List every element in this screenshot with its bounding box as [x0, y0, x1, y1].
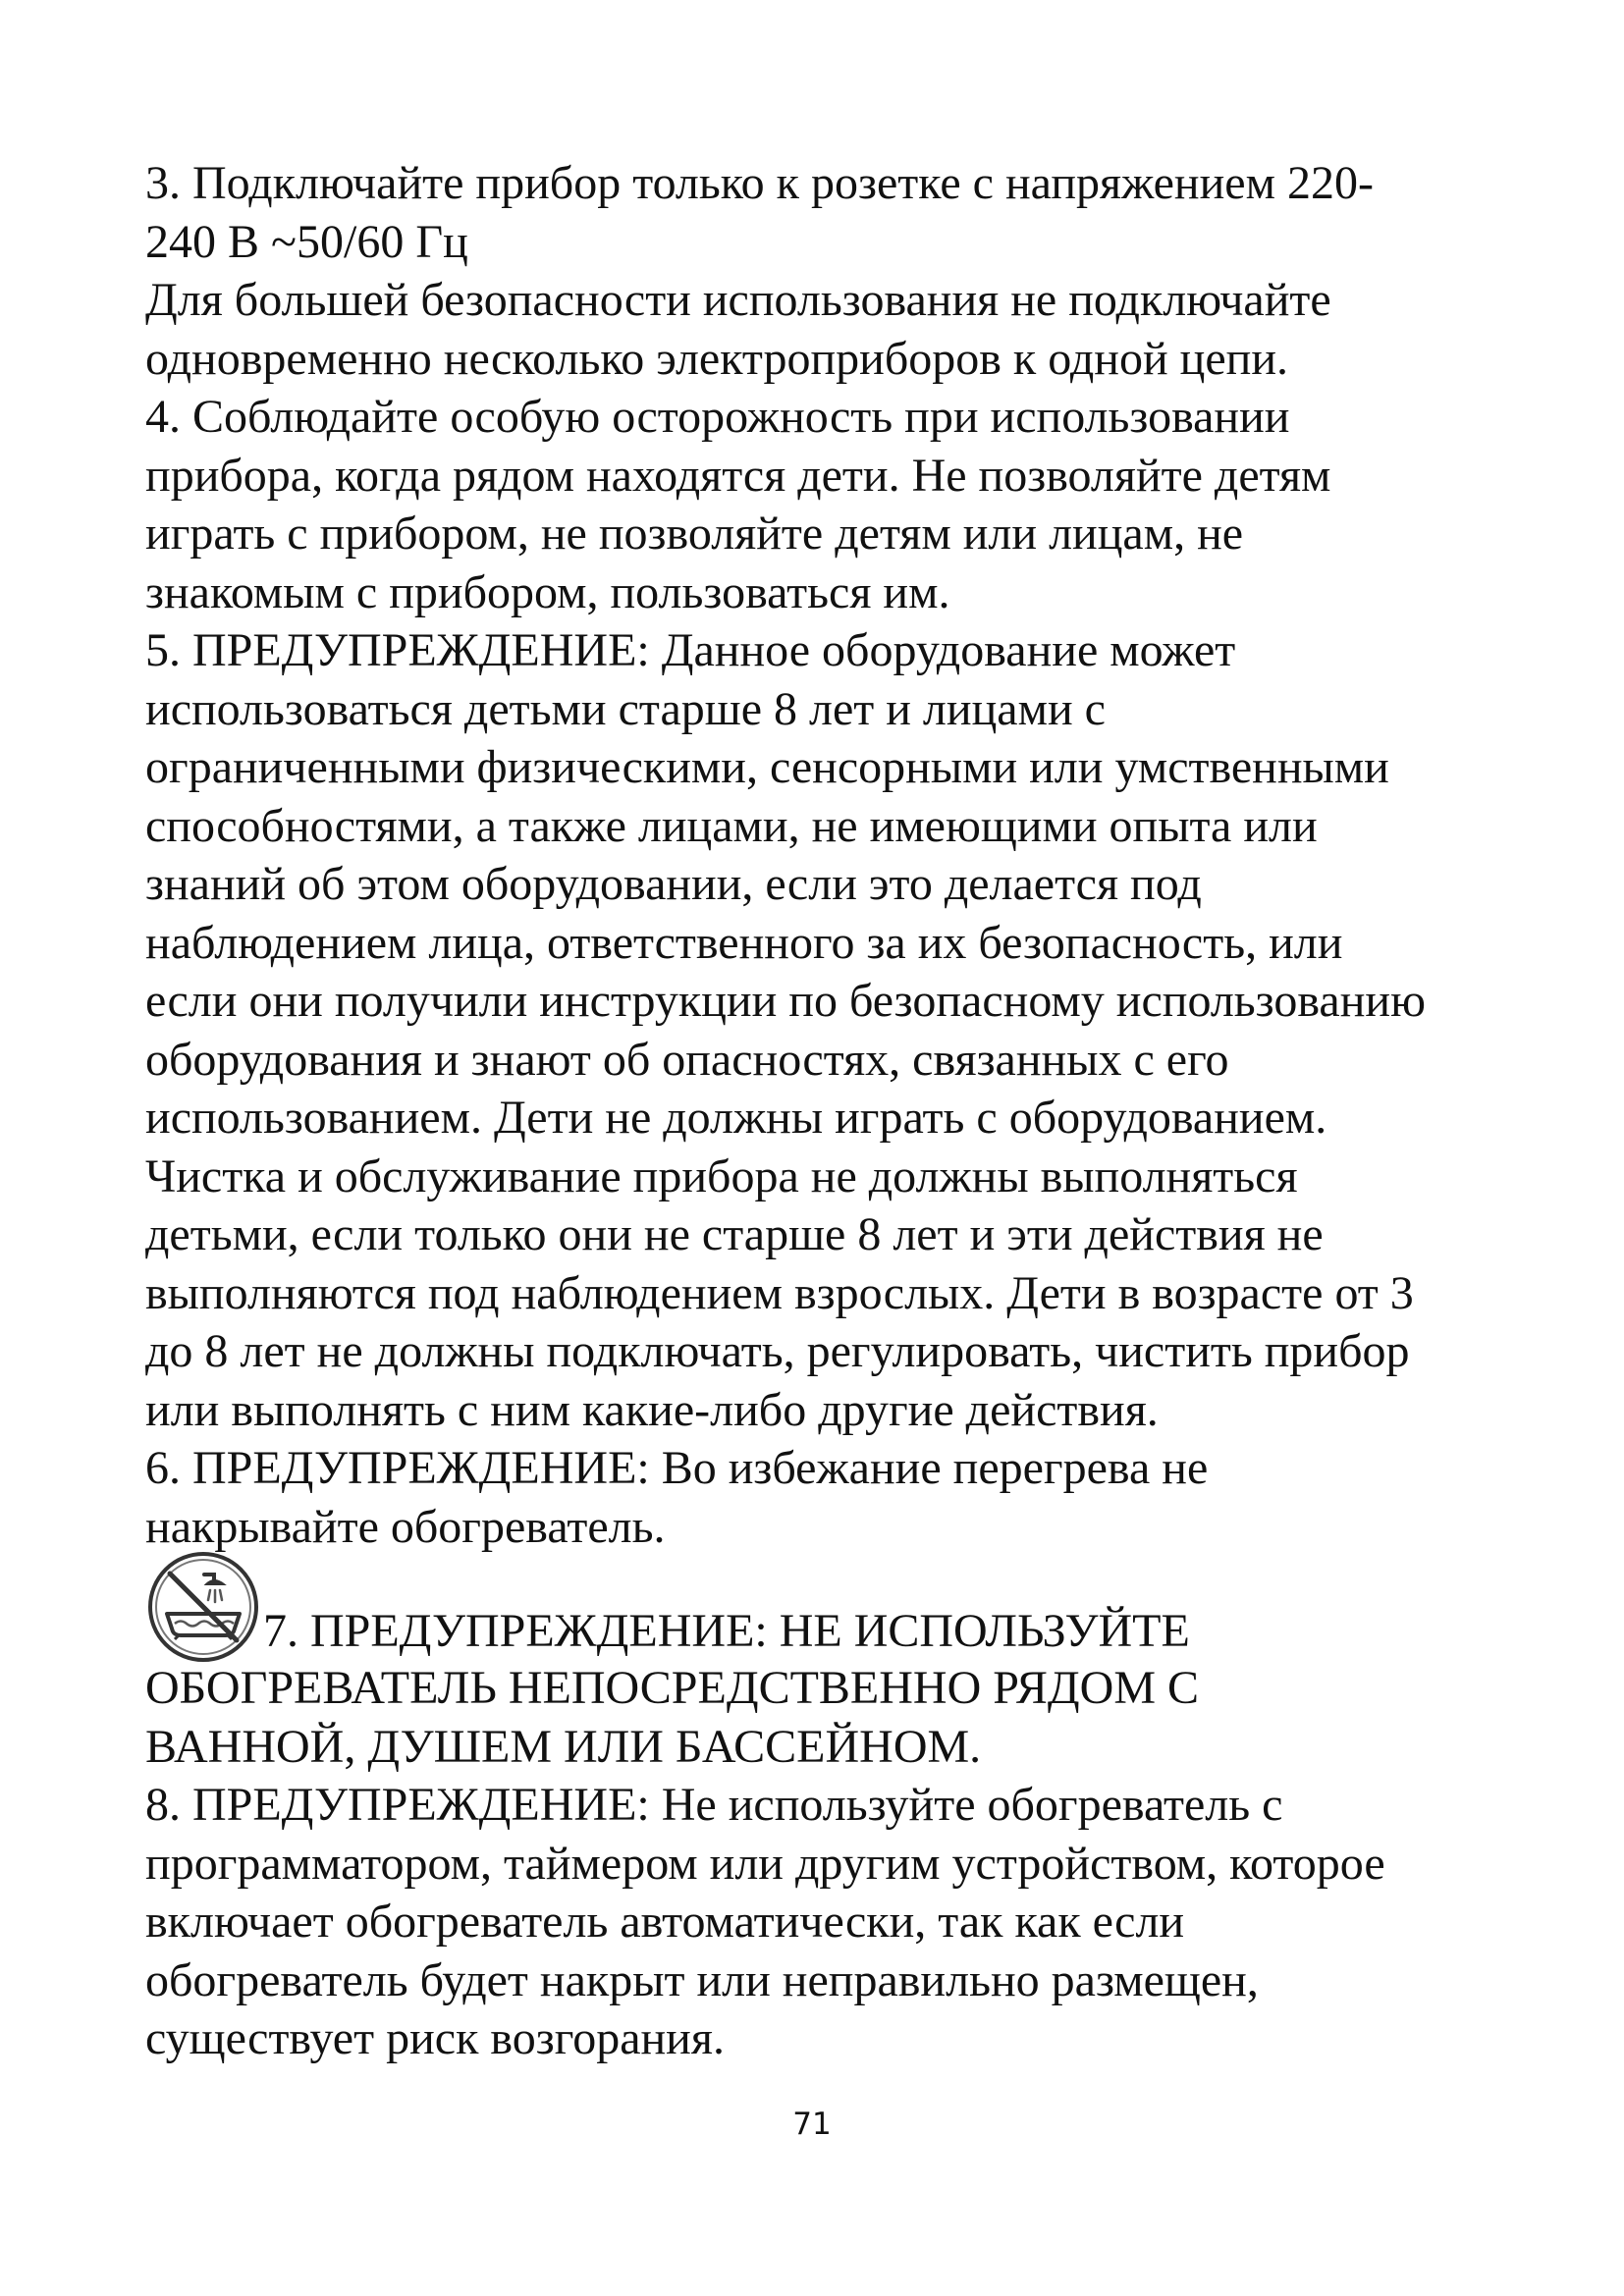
text-line: 8. ПРЕДУПРЕЖДЕНИЕ: Не используйте обогреватель с: [145, 1779, 1283, 1831]
text-line: существует риск возгорания.: [145, 2012, 725, 2064]
safety-text-block-top: [145, 154, 1559, 1556]
text-line: накрывайте обогреватель.: [145, 1500, 666, 1553]
text-line: использоваться детьми старше 8 лет и лицами с: [145, 682, 1106, 735]
text-line: 5. ПРЕДУПРЕЖДЕНИЕ: Данное оборудование может: [145, 624, 1236, 676]
text-line: играть с прибором, не позволяйте детям или лицам, не: [145, 507, 1244, 560]
text-line: способностями, а также лицами, не имеющими опыта или: [145, 799, 1318, 852]
text-line: Чистка и обслуживание прибора не должны выполняться: [145, 1149, 1298, 1202]
safety-text-block-bottom: [145, 1659, 1559, 2068]
text-line: использованием. Дети не должны играть с оборудованием.: [145, 1092, 1327, 1144]
page-number: 71: [792, 2107, 832, 2142]
warning-7-first-line: 7. ПРЕДУПРЕЖДЕНИЕ: НЕ ИСПОЛЬЗУЙТЕ: [263, 1605, 1190, 1657]
text-line: прибора, когда рядом находятся дети. Не позволяйте детям: [145, 449, 1331, 502]
text-line: детьми, если только они не старше 8 лет и эти действия не: [145, 1208, 1324, 1260]
text-line: знаний об этом оборудовании, если это делается под: [145, 858, 1202, 910]
text-line: ограниченными физическими, сенсорными или умственными: [145, 741, 1389, 793]
no-bath-shower-icon: [145, 1549, 261, 1665]
text-line: 3. Подключайте прибор только к розетке с напряжением 220-: [145, 157, 1374, 209]
text-line: ОБОГРЕВАТЕЛЬ НЕПОСРЕДСТВЕННО РЯДОМ С: [145, 1662, 1200, 1714]
text-line: 240 В ~50/60 Гц: [145, 215, 468, 268]
text-line: 4. Соблюдайте особую осторожность при использовании: [145, 391, 1290, 443]
text-line: выполняются под наблюдением взрослых. Дети в возрасте от 3: [145, 1266, 1414, 1319]
text-line: оборудования и знают об опасностях, связанных с его: [145, 1033, 1229, 1086]
text-line: до 8 лет не должны подключать, регулировать, чистить прибор: [145, 1325, 1410, 1377]
text-line: включает обогреватель автоматически, так как если: [145, 1896, 1185, 1948]
text-line: если они получили инструкции по безопасному использованию: [145, 975, 1426, 1027]
text-line: ВАННОЙ, ДУШЕМ ИЛИ БАССЕЙНОМ.: [145, 1720, 982, 1773]
text-line: обогреватель будет накрыт или неправильно размещен,: [145, 1953, 1259, 2006]
text-line: одновременно несколько электроприборов к одной цепи.: [145, 332, 1289, 385]
text-line: программатором, таймером или другим устройством, которое: [145, 1837, 1385, 1890]
text-line: знакомым с прибором, пользоваться им.: [145, 565, 950, 618]
text-line: 6. ПРЕДУПРЕЖДЕНИЕ: Во избежание перегрева не: [145, 1442, 1209, 1494]
text-line: наблюдением лица, ответственного за их безопасность, или: [145, 916, 1343, 969]
text-line: или выполнять с ним какие-либо другие действия.: [145, 1383, 1159, 1436]
text-line: Для большей безопасности использования не подключайте: [145, 274, 1331, 326]
